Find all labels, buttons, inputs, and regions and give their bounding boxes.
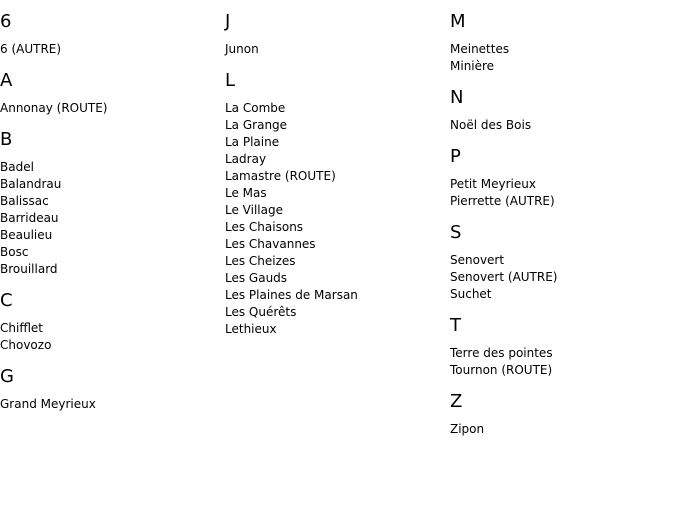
place-list bbox=[0, 100, 225, 117]
list-item bbox=[450, 117, 675, 134]
list-item bbox=[0, 41, 225, 58]
index-column-2 bbox=[225, 0, 450, 338]
place-link[interactable]: Grand Meyrieux bbox=[0, 397, 96, 411]
list-item bbox=[225, 151, 450, 168]
place-link[interactable]: Les Plaines de Marsan bbox=[225, 288, 358, 302]
place-link[interactable]: Zipon bbox=[450, 422, 485, 436]
list-item bbox=[225, 202, 450, 219]
place-list bbox=[0, 320, 225, 354]
place-link[interactable]: Chifflet bbox=[0, 321, 44, 335]
place-link[interactable]: Badel bbox=[0, 160, 34, 174]
group-letter-heading: Z bbox=[450, 391, 463, 412]
place-link[interactable]: Les Cheizes bbox=[225, 254, 296, 268]
place-link[interactable]: Les Quérêts bbox=[225, 305, 297, 319]
place-link[interactable]: Bosc bbox=[0, 245, 29, 259]
place-link[interactable]: Le Mas bbox=[225, 186, 267, 200]
place-link[interactable]: La Combe bbox=[225, 101, 286, 115]
place-link[interactable]: Minière bbox=[450, 59, 495, 73]
place-link[interactable]: Chovozo bbox=[0, 338, 52, 352]
place-link[interactable]: Meinettes bbox=[450, 42, 510, 56]
index-column-1 bbox=[0, 0, 225, 413]
list-item bbox=[0, 176, 225, 193]
place-link[interactable]: Senovert bbox=[450, 253, 505, 267]
list-item bbox=[225, 304, 450, 321]
list-item bbox=[225, 270, 450, 287]
list-item bbox=[0, 100, 225, 117]
place-list bbox=[0, 396, 225, 413]
list-item bbox=[225, 253, 450, 270]
list-item bbox=[0, 320, 225, 337]
group-letter-heading: A bbox=[0, 70, 13, 91]
group-letter-heading: M bbox=[450, 11, 466, 32]
place-link[interactable]: Petit Meyrieux bbox=[450, 177, 536, 191]
place-link[interactable]: Lethieux bbox=[225, 322, 277, 336]
place-link[interactable]: Brouillard bbox=[0, 262, 58, 276]
list-item bbox=[450, 176, 675, 193]
list-item bbox=[450, 345, 675, 362]
group-letter-heading: T bbox=[450, 315, 461, 336]
list-item bbox=[450, 421, 675, 438]
place-link[interactable]: Beaulieu bbox=[0, 228, 53, 242]
letter-group-a bbox=[0, 70, 225, 117]
place-link[interactable]: La Grange bbox=[225, 118, 288, 132]
place-link[interactable]: 6 (AUTRE) bbox=[0, 42, 62, 56]
place-link[interactable]: Les Chaisons bbox=[225, 220, 304, 234]
list-item bbox=[225, 321, 450, 338]
letter-group-t bbox=[450, 315, 675, 379]
place-link[interactable]: Les Gauds bbox=[225, 271, 288, 285]
list-item bbox=[0, 244, 225, 261]
place-link[interactable]: Junon bbox=[225, 42, 259, 56]
place-list bbox=[450, 117, 675, 134]
list-item bbox=[225, 168, 450, 185]
list-item bbox=[0, 337, 225, 354]
place-link[interactable]: Barrideau bbox=[0, 211, 59, 225]
letter-group-s bbox=[450, 222, 675, 303]
list-item bbox=[450, 286, 675, 303]
place-link[interactable]: Balissac bbox=[0, 194, 49, 208]
place-link[interactable]: Les Chavannes bbox=[225, 237, 316, 251]
group-letter-heading: B bbox=[0, 129, 13, 150]
place-list bbox=[450, 252, 675, 303]
list-item bbox=[225, 219, 450, 236]
place-list bbox=[450, 176, 675, 210]
letter-group-j bbox=[225, 11, 450, 58]
place-list bbox=[225, 100, 450, 338]
place-link[interactable]: Tournon (ROUTE) bbox=[450, 363, 553, 377]
place-link[interactable]: Noël des Bois bbox=[450, 118, 532, 132]
group-letter-heading: J bbox=[225, 11, 231, 32]
place-link[interactable]: Balandrau bbox=[0, 177, 62, 191]
group-letter-heading: C bbox=[0, 290, 13, 311]
list-item bbox=[0, 159, 225, 176]
list-item bbox=[450, 362, 675, 379]
place-list bbox=[0, 41, 225, 58]
letter-group-g bbox=[0, 366, 225, 413]
letter-group-b bbox=[0, 129, 225, 278]
list-item bbox=[0, 193, 225, 210]
place-link[interactable]: Suchet bbox=[450, 287, 492, 301]
place-link[interactable]: Terre des pointes bbox=[450, 346, 553, 360]
list-item bbox=[225, 117, 450, 134]
group-letter-heading: L bbox=[225, 70, 236, 91]
letter-group-z bbox=[450, 391, 675, 438]
group-letter-heading: P bbox=[450, 146, 461, 167]
group-letter-heading: G bbox=[0, 366, 14, 387]
place-list bbox=[450, 421, 675, 438]
list-item bbox=[225, 236, 450, 253]
list-item bbox=[0, 396, 225, 413]
list-item bbox=[450, 58, 675, 75]
letter-group-m bbox=[450, 11, 675, 75]
letter-group-l bbox=[225, 70, 450, 338]
place-list bbox=[225, 41, 450, 58]
place-link[interactable]: Le Village bbox=[225, 203, 283, 217]
place-link[interactable]: Annonay (ROUTE) bbox=[0, 101, 108, 115]
place-link[interactable]: La Plaine bbox=[225, 135, 280, 149]
letter-group-c bbox=[0, 290, 225, 354]
place-link[interactable]: Pierrette (AUTRE) bbox=[450, 194, 555, 208]
list-item bbox=[450, 252, 675, 269]
place-link[interactable]: Lamastre (ROUTE) bbox=[225, 169, 336, 183]
list-item bbox=[225, 134, 450, 151]
list-item bbox=[0, 261, 225, 278]
place-link[interactable]: Senovert (AUTRE) bbox=[450, 270, 558, 284]
index-column-3 bbox=[450, 0, 675, 438]
group-letter-heading: 6 bbox=[0, 11, 12, 32]
list-item bbox=[0, 227, 225, 244]
letter-group-p bbox=[450, 146, 675, 210]
group-letter-heading: S bbox=[450, 222, 462, 243]
place-list bbox=[0, 159, 225, 278]
list-item bbox=[450, 269, 675, 286]
list-item bbox=[450, 193, 675, 210]
list-item bbox=[225, 185, 450, 202]
group-letter-heading: N bbox=[450, 87, 464, 108]
letter-group-n bbox=[450, 87, 675, 134]
place-list bbox=[450, 345, 675, 379]
list-item bbox=[0, 210, 225, 227]
letter-group-6 bbox=[0, 11, 225, 58]
list-item bbox=[450, 41, 675, 58]
list-item bbox=[225, 287, 450, 304]
list-item bbox=[225, 41, 450, 58]
place-link[interactable]: Ladray bbox=[225, 152, 267, 166]
list-item bbox=[225, 100, 450, 117]
place-list bbox=[450, 41, 675, 75]
